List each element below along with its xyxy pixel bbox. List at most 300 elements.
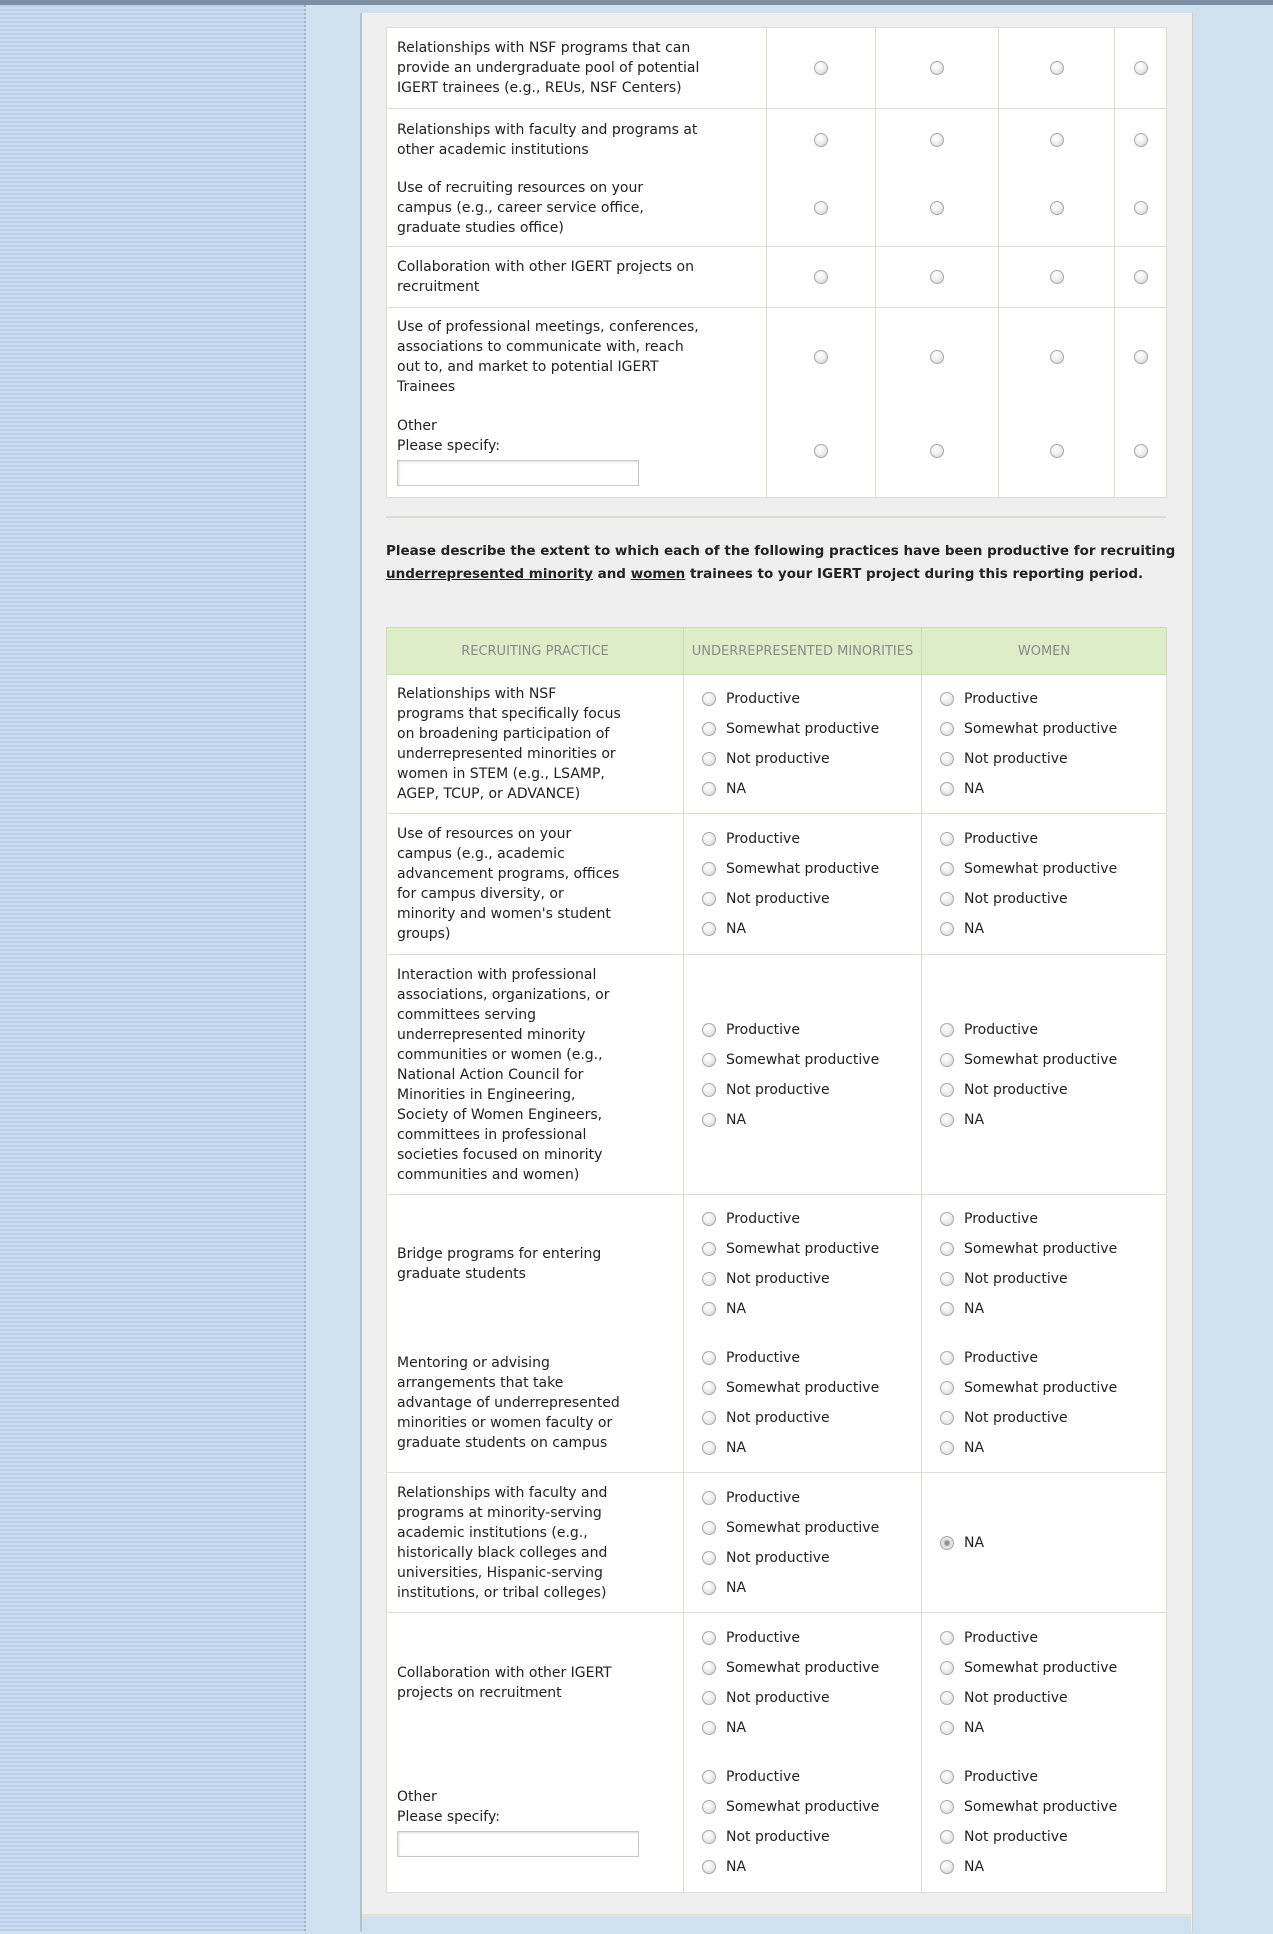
practice-label-cell bbox=[387, 1613, 684, 1753]
radio-label: NA bbox=[964, 1301, 985, 1318]
minorities-options-cell bbox=[684, 814, 922, 955]
practice-label: Collaboration with other IGERT projects on recruitment bbox=[397, 1664, 612, 1701]
radio-button[interactable] bbox=[702, 922, 716, 936]
radio-option[interactable] bbox=[940, 714, 1166, 744]
rating-cell bbox=[767, 406, 876, 498]
radio-option[interactable] bbox=[940, 1528, 1166, 1558]
radio-button[interactable] bbox=[702, 1381, 716, 1395]
radio-label: Somewhat productive bbox=[964, 1051, 1118, 1068]
radio-option[interactable] bbox=[702, 1234, 921, 1264]
radio-button[interactable] bbox=[1134, 270, 1148, 284]
radio-button[interactable] bbox=[702, 1830, 716, 1844]
minorities-options-cell bbox=[684, 1613, 922, 1753]
rating-cell bbox=[1115, 406, 1167, 498]
rating-cell bbox=[999, 406, 1115, 498]
practice-label-cell bbox=[387, 406, 767, 498]
radio-label: Somewhat productive bbox=[964, 721, 1118, 737]
radio-option[interactable] bbox=[702, 1483, 921, 1513]
radio-button[interactable] bbox=[702, 1351, 716, 1365]
radio-label: Productive bbox=[726, 1021, 800, 1038]
radio-button[interactable] bbox=[702, 1661, 716, 1675]
radio-button[interactable] bbox=[702, 1691, 716, 1705]
radio-option[interactable] bbox=[702, 1264, 921, 1294]
radio-button[interactable] bbox=[940, 1721, 954, 1735]
radio-button[interactable] bbox=[940, 1800, 954, 1814]
radio-option[interactable] bbox=[940, 1015, 1166, 1045]
radio-option[interactable] bbox=[940, 914, 1166, 944]
rating-cell bbox=[767, 109, 876, 171]
radio-label: NA bbox=[726, 781, 747, 797]
rating-cell bbox=[876, 28, 999, 109]
radio-label: Somewhat productive bbox=[726, 1519, 880, 1536]
rating-cell bbox=[767, 247, 876, 308]
radio-option[interactable] bbox=[940, 1264, 1166, 1294]
radio-button[interactable] bbox=[702, 1631, 716, 1645]
radio-button[interactable] bbox=[940, 1631, 954, 1645]
radio-button[interactable] bbox=[940, 692, 954, 706]
radio-button[interactable] bbox=[940, 1351, 954, 1365]
radio-option[interactable] bbox=[702, 1513, 921, 1543]
radio-button[interactable] bbox=[940, 1023, 954, 1037]
table-row bbox=[387, 406, 1167, 498]
radio-option[interactable] bbox=[940, 884, 1166, 914]
radio-label: Productive bbox=[964, 1769, 1038, 1786]
radio-button[interactable] bbox=[940, 1272, 954, 1286]
practice-label-cell bbox=[387, 814, 684, 955]
table-row bbox=[387, 1753, 1167, 1893]
rating-cell bbox=[999, 247, 1115, 308]
radio-option[interactable] bbox=[702, 1015, 921, 1045]
practice-label-cell bbox=[387, 247, 767, 308]
practice-label: Use of resources on your campus (e.g., academic advancement programs, offices for campus diversity, or minority and women's student groups) bbox=[397, 826, 620, 942]
table-row bbox=[387, 814, 1167, 955]
radio-button[interactable] bbox=[940, 1212, 954, 1226]
radio-label: Somewhat productive bbox=[964, 1379, 1118, 1396]
radio-option[interactable] bbox=[940, 684, 1166, 714]
radio-label: Productive bbox=[726, 831, 800, 847]
radio-button[interactable] bbox=[940, 1830, 954, 1844]
radio-button[interactable] bbox=[940, 1083, 954, 1097]
practice-label: Interaction with professional associations, organizations, or committees serving underrepresented minority communities or women (e.g., National Action Council for Minorities in Engineering, Society of Women Engineers, committees in professional societies focused on minority communities and women) bbox=[397, 966, 610, 1183]
rating-cell bbox=[1115, 28, 1167, 109]
rating-cell bbox=[876, 109, 999, 171]
radio-button[interactable] bbox=[702, 832, 716, 846]
practice-label-cell bbox=[387, 1753, 684, 1893]
radio-button[interactable] bbox=[1134, 61, 1148, 75]
radio-option[interactable] bbox=[940, 1204, 1166, 1234]
rating-cell bbox=[999, 171, 1115, 247]
radio-button[interactable] bbox=[930, 133, 944, 147]
radio-button[interactable] bbox=[702, 1242, 716, 1256]
radio-button[interactable] bbox=[1134, 201, 1148, 215]
radio-option[interactable] bbox=[702, 1623, 921, 1653]
minorities-options-cell bbox=[684, 1473, 922, 1613]
radio-button[interactable] bbox=[702, 1551, 716, 1565]
women-options-cell bbox=[922, 1613, 1167, 1753]
radio-button[interactable] bbox=[702, 1302, 716, 1316]
radio-button[interactable] bbox=[814, 201, 828, 215]
radio-option[interactable] bbox=[702, 1204, 921, 1234]
radio-button[interactable] bbox=[702, 1581, 716, 1595]
radio-label: Productive bbox=[964, 691, 1038, 707]
radio-label: Not productive bbox=[726, 1689, 830, 1706]
radio-button[interactable] bbox=[940, 782, 954, 796]
radio-button[interactable] bbox=[702, 1272, 716, 1286]
practice-label: Use of recruiting resources on your campus (e.g., career service office, graduate studies office) bbox=[397, 180, 644, 237]
rating-cell bbox=[1115, 109, 1167, 171]
radio-button[interactable] bbox=[940, 1242, 954, 1256]
radio-button[interactable] bbox=[940, 1411, 954, 1425]
radio-button[interactable] bbox=[940, 862, 954, 876]
radio-button[interactable] bbox=[702, 1113, 716, 1127]
radio-label: Somewhat productive bbox=[726, 1659, 880, 1676]
practice-label-cell bbox=[387, 675, 684, 814]
radio-option[interactable] bbox=[940, 1343, 1166, 1373]
radio-label: Not productive bbox=[964, 1689, 1068, 1706]
radio-label: NA bbox=[964, 1111, 985, 1128]
radio-option[interactable] bbox=[940, 1713, 1166, 1743]
radio-button[interactable] bbox=[1134, 444, 1148, 458]
radio-button[interactable] bbox=[702, 1521, 716, 1535]
table-row bbox=[387, 247, 1167, 308]
radio-option[interactable] bbox=[702, 1433, 921, 1463]
radio-label: NA bbox=[726, 1719, 747, 1736]
radio-label: Somewhat productive bbox=[964, 861, 1118, 877]
radio-option[interactable] bbox=[702, 1403, 921, 1433]
practice-label-cell bbox=[387, 308, 767, 406]
table-row bbox=[387, 1613, 1167, 1753]
radio-option[interactable] bbox=[940, 1294, 1166, 1324]
radio-button[interactable] bbox=[702, 752, 716, 766]
practice-label: Relationships with faculty and programs at minority-serving academic institutions (e.g., historically black colleges and universities, Hispanic-serving institutions, or tribal colleges) bbox=[397, 1484, 608, 1601]
radio-label: NA bbox=[964, 921, 985, 937]
radio-label: Productive bbox=[964, 831, 1038, 847]
header-women: WOMEN bbox=[922, 628, 1167, 675]
radio-label: Somewhat productive bbox=[726, 1051, 880, 1068]
radio-button[interactable] bbox=[702, 1491, 716, 1505]
radio-button[interactable] bbox=[814, 270, 828, 284]
radio-button[interactable] bbox=[930, 350, 944, 364]
radio-label: NA bbox=[964, 1859, 985, 1876]
radio-label: Somewhat productive bbox=[726, 1799, 880, 1816]
radio-option[interactable] bbox=[702, 1573, 921, 1603]
radio-option[interactable] bbox=[702, 1294, 921, 1324]
radio-button[interactable] bbox=[702, 1411, 716, 1425]
radio-label: Productive bbox=[726, 1211, 800, 1228]
radio-button[interactable] bbox=[1050, 270, 1064, 284]
radio-button[interactable] bbox=[1050, 201, 1064, 215]
rating-cell bbox=[1115, 171, 1167, 247]
rating-cell bbox=[767, 308, 876, 406]
table-row bbox=[387, 109, 1167, 171]
radio-button[interactable] bbox=[702, 1023, 716, 1037]
radio-button[interactable] bbox=[940, 1053, 954, 1067]
radio-button[interactable] bbox=[940, 892, 954, 906]
radio-option[interactable] bbox=[940, 1234, 1166, 1264]
radio-button[interactable] bbox=[940, 832, 954, 846]
recruiting-practices-table bbox=[386, 627, 1167, 1893]
radio-button[interactable] bbox=[940, 1691, 954, 1705]
radio-label: Productive bbox=[964, 1629, 1038, 1646]
practice-label-cell bbox=[387, 1473, 684, 1613]
please-specify-input[interactable] bbox=[397, 460, 639, 486]
radio-label: NA bbox=[726, 1111, 747, 1128]
practice-label: Collaboration with other IGERT projects on recruitment bbox=[397, 259, 694, 295]
radio-label: Productive bbox=[726, 1769, 800, 1786]
radio-label: NA bbox=[726, 921, 747, 937]
practice-label-cell bbox=[387, 1334, 684, 1473]
radio-option[interactable] bbox=[702, 1075, 921, 1105]
radio-option[interactable] bbox=[702, 1653, 921, 1683]
radio-option[interactable] bbox=[702, 914, 921, 944]
minorities-options-cell bbox=[684, 1753, 922, 1893]
radio-button[interactable] bbox=[702, 722, 716, 736]
radio-label: Not productive bbox=[726, 1829, 830, 1846]
recruiting-resources-table bbox=[386, 27, 1167, 498]
radio-label: Productive bbox=[726, 691, 800, 707]
radio-label: NA bbox=[964, 1719, 985, 1736]
women-options-cell bbox=[922, 675, 1167, 814]
women-options-cell bbox=[922, 955, 1167, 1195]
table-row bbox=[387, 171, 1167, 247]
radio-button[interactable] bbox=[940, 1770, 954, 1784]
radio-button[interactable] bbox=[702, 1860, 716, 1874]
radio-label: NA bbox=[726, 1301, 747, 1318]
radio-label: Somewhat productive bbox=[964, 1799, 1118, 1816]
radio-option[interactable] bbox=[702, 824, 921, 854]
radio-label: Productive bbox=[726, 1629, 800, 1646]
radio-button[interactable] bbox=[940, 1860, 954, 1874]
rating-cell bbox=[876, 247, 999, 308]
practice-label: Relationships with NSF programs that specifically focus on broadening participation of underrepresented minorities or women in STEM (e.g., LSAMP, AGEP, TCUP, or ADVANCE) bbox=[397, 686, 621, 802]
radio-label: Not productive bbox=[964, 891, 1068, 907]
radio-button[interactable] bbox=[1050, 350, 1064, 364]
radio-button[interactable] bbox=[702, 782, 716, 796]
radio-button[interactable] bbox=[814, 350, 828, 364]
practice-label-cell bbox=[387, 28, 767, 109]
radio-option[interactable] bbox=[940, 824, 1166, 854]
radio-button[interactable] bbox=[814, 444, 828, 458]
radio-button[interactable] bbox=[702, 692, 716, 706]
rating-cell bbox=[767, 28, 876, 109]
radio-label: Not productive bbox=[726, 1271, 830, 1288]
radio-option[interactable] bbox=[702, 1373, 921, 1403]
radio-option[interactable] bbox=[702, 744, 921, 774]
radio-label: Somewhat productive bbox=[726, 1379, 880, 1396]
radio-option[interactable] bbox=[940, 774, 1166, 804]
radio-option[interactable] bbox=[702, 684, 921, 714]
radio-option[interactable] bbox=[940, 1433, 1166, 1463]
practice-label: Use of professional meetings, conferences, associations to communicate with, reach out to, and market to potential IGERT Trainees bbox=[397, 318, 699, 395]
radio-button[interactable] bbox=[702, 892, 716, 906]
radio-button[interactable] bbox=[930, 444, 944, 458]
women-options-cell bbox=[922, 1334, 1167, 1473]
radio-option[interactable] bbox=[940, 1852, 1166, 1882]
radio-option[interactable] bbox=[702, 1543, 921, 1573]
table-row bbox=[387, 28, 1167, 109]
rating-cell bbox=[767, 171, 876, 247]
radio-option[interactable] bbox=[702, 1343, 921, 1373]
radio-button[interactable] bbox=[930, 61, 944, 75]
practice-label-cell bbox=[387, 171, 767, 247]
radio-button[interactable] bbox=[1050, 444, 1064, 458]
table-row bbox=[387, 1195, 1167, 1334]
practice-label: Relationships with NSF programs that can provide an undergraduate pool of potential IGERT trainees (e.g., REUs, NSF Centers) bbox=[397, 40, 700, 96]
table-row bbox=[387, 308, 1167, 406]
radio-option[interactable] bbox=[702, 774, 921, 804]
radio-option[interactable] bbox=[940, 744, 1166, 774]
radio-option[interactable] bbox=[702, 1822, 921, 1852]
rating-cell bbox=[876, 406, 999, 498]
radio-option[interactable] bbox=[940, 1762, 1166, 1792]
radio-option[interactable] bbox=[702, 1852, 921, 1882]
radio-label: Not productive bbox=[964, 1829, 1068, 1846]
rating-cell bbox=[1115, 308, 1167, 406]
radio-button[interactable] bbox=[1134, 350, 1148, 364]
minorities-options-cell bbox=[684, 955, 922, 1195]
radio-button[interactable] bbox=[930, 270, 944, 284]
radio-label: Somewhat productive bbox=[726, 721, 880, 737]
radio-button[interactable] bbox=[1050, 133, 1064, 147]
radio-label: Not productive bbox=[726, 891, 830, 907]
radio-option[interactable] bbox=[940, 1822, 1166, 1852]
radio-label: NA bbox=[726, 1439, 747, 1456]
practice-label-cell bbox=[387, 955, 684, 1195]
minorities-options-cell bbox=[684, 675, 922, 814]
radio-label: NA bbox=[964, 1534, 985, 1551]
radio-button[interactable] bbox=[702, 1053, 716, 1067]
radio-button[interactable] bbox=[702, 1800, 716, 1814]
radio-button[interactable] bbox=[702, 1083, 716, 1097]
radio-option[interactable] bbox=[702, 714, 921, 744]
rating-cell bbox=[999, 109, 1115, 171]
radio-label: Not productive bbox=[964, 1271, 1068, 1288]
radio-option[interactable] bbox=[702, 1762, 921, 1792]
section-divider bbox=[386, 516, 1166, 518]
radio-option[interactable] bbox=[702, 1713, 921, 1743]
radio-option[interactable] bbox=[940, 1075, 1166, 1105]
women-options-cell bbox=[922, 1753, 1167, 1893]
rating-cell bbox=[876, 171, 999, 247]
radio-label: Not productive bbox=[964, 1081, 1068, 1098]
question-prompt: Please describe the extent to which each of the following practices have been productive for recruiting underrepresented minority and women trainees to your IGERT project during this reporting period. bbox=[386, 543, 1176, 582]
radio-label: Not productive bbox=[964, 1409, 1068, 1426]
table-row bbox=[387, 955, 1167, 1195]
please-specify-input[interactable] bbox=[397, 1831, 639, 1857]
minorities-options-cell bbox=[684, 1195, 922, 1334]
radio-option[interactable] bbox=[702, 884, 921, 914]
rating-cell bbox=[1115, 247, 1167, 308]
radio-option[interactable] bbox=[702, 1683, 921, 1713]
radio-button[interactable] bbox=[940, 722, 954, 736]
radio-button[interactable] bbox=[702, 862, 716, 876]
radio-button[interactable] bbox=[940, 1381, 954, 1395]
practice-label: Mentoring or advising arrangements that take advantage of underrepresented minorities or women faculty or graduate students on campus bbox=[397, 1354, 620, 1451]
radio-button[interactable] bbox=[940, 1441, 954, 1455]
radio-label: Somewhat productive bbox=[726, 1241, 880, 1258]
table-row bbox=[387, 1473, 1167, 1613]
practice-label: Other Please specify: bbox=[397, 418, 500, 455]
radio-label: Not productive bbox=[726, 751, 830, 767]
header-underrepresented-minorities: UNDERREPRESENTED MINORITIES bbox=[684, 628, 922, 675]
rating-cell bbox=[999, 308, 1115, 406]
minorities-options-cell bbox=[684, 1334, 922, 1473]
radio-label: Productive bbox=[964, 1021, 1038, 1038]
sidebar bbox=[0, 5, 306, 1931]
radio-option[interactable] bbox=[940, 1623, 1166, 1653]
radio-label: NA bbox=[726, 1859, 747, 1876]
rating-cell bbox=[999, 28, 1115, 109]
page-footer-band bbox=[362, 1914, 1191, 1934]
radio-button[interactable] bbox=[940, 922, 954, 936]
practice-label: Relationships with faculty and programs at other academic institutions bbox=[397, 121, 698, 158]
radio-button[interactable] bbox=[814, 61, 828, 75]
radio-button[interactable] bbox=[940, 1536, 954, 1550]
practice-label: Other Please specify: bbox=[397, 1789, 500, 1826]
radio-button[interactable] bbox=[940, 1661, 954, 1675]
radio-label: NA bbox=[726, 1579, 747, 1596]
radio-label: Not productive bbox=[964, 751, 1068, 767]
radio-label: Not productive bbox=[726, 1081, 830, 1098]
radio-option[interactable] bbox=[940, 1105, 1166, 1135]
radio-label: Somewhat productive bbox=[726, 861, 880, 877]
radio-option[interactable] bbox=[702, 1105, 921, 1135]
radio-button[interactable] bbox=[940, 752, 954, 766]
radio-label: NA bbox=[964, 781, 985, 797]
table-row bbox=[387, 675, 1167, 814]
radio-option[interactable] bbox=[940, 1403, 1166, 1433]
women-options-cell bbox=[922, 814, 1167, 955]
practice-label: Bridge programs for entering graduate students bbox=[397, 1246, 602, 1283]
radio-label: Not productive bbox=[726, 1409, 830, 1426]
women-options-cell bbox=[922, 1195, 1167, 1334]
practice-label-cell bbox=[387, 1195, 684, 1334]
radio-option[interactable] bbox=[940, 1045, 1166, 1075]
radio-label: Productive bbox=[964, 1211, 1038, 1228]
radio-button[interactable] bbox=[702, 1770, 716, 1784]
radio-button[interactable] bbox=[702, 1441, 716, 1455]
radio-button[interactable] bbox=[940, 1302, 954, 1316]
rating-cell bbox=[876, 308, 999, 406]
radio-option[interactable] bbox=[702, 854, 921, 884]
radio-label: NA bbox=[964, 1439, 985, 1456]
radio-label: Not productive bbox=[726, 1549, 830, 1566]
radio-label: Somewhat productive bbox=[964, 1241, 1118, 1258]
radio-button[interactable] bbox=[1134, 133, 1148, 147]
radio-button[interactable] bbox=[814, 133, 828, 147]
radio-option[interactable] bbox=[940, 1792, 1166, 1822]
radio-option[interactable] bbox=[702, 1045, 921, 1075]
table-row bbox=[387, 1334, 1167, 1473]
radio-label: Productive bbox=[726, 1489, 800, 1506]
radio-label: Productive bbox=[726, 1349, 800, 1366]
radio-button[interactable] bbox=[1050, 61, 1064, 75]
radio-label: Productive bbox=[964, 1349, 1038, 1366]
practice-label-cell bbox=[387, 109, 767, 171]
radio-option[interactable] bbox=[940, 1653, 1166, 1683]
women-options-cell bbox=[922, 1473, 1167, 1613]
radio-button[interactable] bbox=[940, 1113, 954, 1127]
radio-label: Somewhat productive bbox=[964, 1659, 1118, 1676]
radio-option[interactable] bbox=[940, 1373, 1166, 1403]
radio-option[interactable] bbox=[940, 854, 1166, 884]
radio-button[interactable] bbox=[702, 1721, 716, 1735]
radio-button[interactable] bbox=[930, 201, 944, 215]
radio-button[interactable] bbox=[702, 1212, 716, 1226]
radio-option[interactable] bbox=[702, 1792, 921, 1822]
radio-option[interactable] bbox=[940, 1683, 1166, 1713]
header-recruiting-practice: RECRUITING PRACTICE bbox=[387, 628, 684, 675]
